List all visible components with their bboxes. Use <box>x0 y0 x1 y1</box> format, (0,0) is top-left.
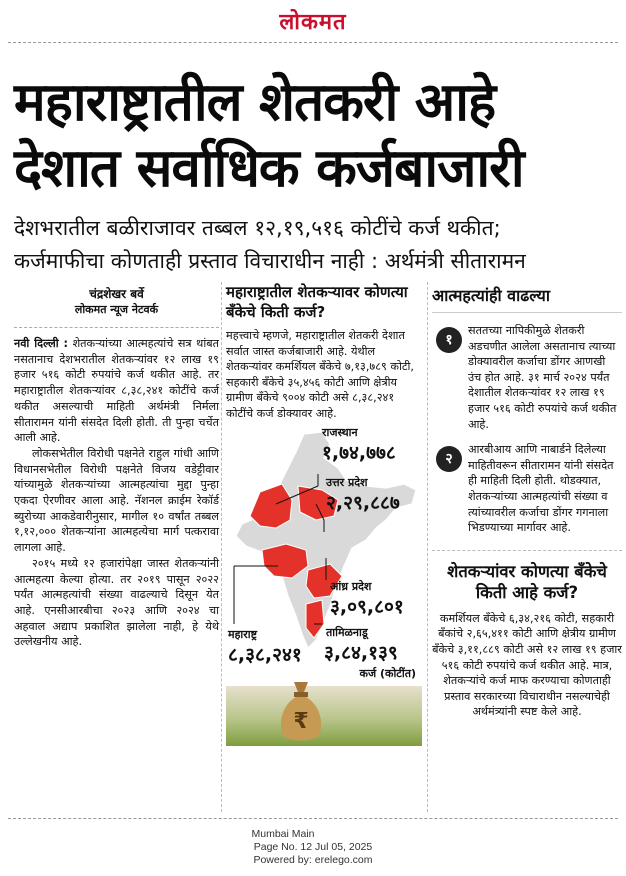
subheadline <box>14 212 614 278</box>
article-paragraph-3: २०१५ मध्ये १२ हजारांपेक्षा जास्त शेतकऱ्यांनी आत्महत्या केल्या होत्या. तर २०१९ पासून २०२२ पर्यंत आत्महत्यांची संख्या वाढल्याचे दिसून येत आहे. एनसीआरबीचा २०२३ आणि २०२४ चा अहवाल अद्याप प्रकाशित झालेला नाही, हे येथे उल्लेखनीय आहे. <box>14 556 219 649</box>
uttar-pradesh-label: उत्तर प्रदेश <box>326 475 368 489</box>
sidebar-heading: आत्महत्यांही वाढल्या <box>432 286 622 313</box>
dateline: नवी दिल्ली : <box>14 337 68 350</box>
rajasthan-region <box>250 484 292 528</box>
rajasthan-label: राजस्थान <box>322 425 358 439</box>
maharashtra-label: महाराष्ट्र <box>228 627 258 641</box>
headline-line-2: देशात सर्वाधिक कर्जबाजारी <box>14 138 524 199</box>
byline-divider <box>14 327 219 328</box>
andhra-pradesh-value: ३,०९,८०१ <box>330 595 404 618</box>
article-paragraph-2: लोकसभेतील विरोधी पक्षनेते राहुल गांधी आणि विधानसभेतील विरोधी पक्षनेते विजय वडेट्टीवार यांच्यामुळे शेतकऱ्यांच्या आत्महत्यांचा मुद्दा पुन्हा एकदा ऐरणीवर आला आहे. नॅशनल क्राईम रेकॉर्ड ब्युरोच्या आकडेवारीनुसार, मागील १० वर्षांत तब्बल १,१२,००० शेतकऱ्यांना आत्महत्येचा मार्ग पत्करावा लागला आहे. <box>14 446 219 555</box>
infobox-column <box>226 282 422 746</box>
rupee-symbol: ₹ <box>293 708 309 734</box>
footer-page: Page No. 12 Jul 05, 2025 <box>253 841 373 853</box>
sidebar-point-2 <box>432 442 622 536</box>
point-number-badge: १ <box>436 327 462 353</box>
article-column <box>14 282 219 650</box>
footer-edition: Mumbai Main <box>251 828 315 840</box>
rajasthan-value: १,७४,७७८ <box>322 441 396 464</box>
article-paragraph-1: नवी दिल्ली : शेतकऱ्यांच्या आत्महत्यांचे सत्र थांबत नसतानाच देशभरातील शेतकऱ्यांवर १२ लाख १९ हजार ५१६ कोटी रुपयांचे कर्ज थकीत आहे. तर महाराष्ट्रातील शेतकऱ्यांवर ८,३८,२४१ कोटींचे कर्ज थकीत असल्याची माहिती अर्थमंत्री निर्मला सीतारामन यांनी संसदेत दिली होती. ती पुन्हा चर्चेत आली आहे. <box>14 337 219 445</box>
sidebar-column <box>432 282 622 720</box>
headline <box>14 70 614 202</box>
top-divider <box>8 42 618 43</box>
footer-powered: Powered by: erelego.com <box>253 854 373 866</box>
masthead <box>0 6 626 36</box>
byline-org: लोकमत न्यूज नेटवर्क <box>74 303 159 316</box>
maharashtra-value: ८,३८,२४१ <box>228 643 302 666</box>
sidebar-point-1 <box>432 323 622 432</box>
article-body <box>14 336 219 650</box>
andhra-pradesh-label: आंध्र प्रदेश <box>330 579 372 593</box>
infobox-heading: महाराष्ट्रातील शेतकऱ्यावर कोणत्या बँकेचे किती कर्ज? <box>226 283 408 321</box>
subheadline-line-1: देशभरातील बळीराजावर तब्बल १२,१९,५१६ कोटींचे कर्ज थकीत; <box>14 216 501 240</box>
byline-name: चंद्रशेखर बर्वे <box>89 287 144 301</box>
uttar-pradesh-value: २,२९,८८७ <box>326 491 400 514</box>
bottom-divider <box>8 818 618 819</box>
sidebar-heading-2: शेतकऱ्यांवर कोणत्या बँकेचे किती आहे कर्ज? <box>432 550 622 603</box>
column-divider-2 <box>427 282 428 812</box>
sidebar-text-2: कमर्शियल बँकेचे ६,३४,२१६ कोटी, सहकारी बँकांचे २,६५,४११ कोटी आणि क्षेत्रीय ग्रामीण बँकेचे ३,११,८८९ कोटी असे १२ लाख १९ हजार ५१६ कोटी रुपयांचे कर्ज थकीत आहे. मात्र, शेतकऱ्यांचे कर्ज माफ करण्याचा कोणताही प्रस्ताव सरकारच्या विचाराधीन नसल्याचेही अर्थमंत्र्यांनी स्पष्ट केले आहे. <box>432 611 622 719</box>
footer <box>0 828 626 867</box>
map-legend: कर्ज (कोटींत) <box>359 666 416 680</box>
tamil-nadu-label: तामिळनाडू <box>326 625 368 639</box>
lokmat-logo: लोकमत <box>279 9 347 35</box>
point-text: सततच्या नापिकीमुळे शेतकरी अडचणीत आलेला असतानाच त्याच्या डोक्यावरील कर्जाचा डोंगर आणखी उंच होत आहे. ३१ मार्च २०२४ पर्यंत देशातील शेतकऱ्यांवर १२ लाख १९ हजार ५१६ कोटी रुपयांचे कर्ज थकीत आहे. <box>468 324 617 431</box>
infobox-text: महत्त्वाचे म्हणजे, महाराष्ट्रातील शेतकरी देशात सर्वात जास्त कर्जबाजारी आहे. येथील शेतकऱ्यांवर कमर्शियल बँकेचे ७,१३,७८९ कोटी, सहकारी बँकेचे ३५,४५६ कोटी आणि क्षेत्रीय ग्रामीण बँकेचे ९००४ कोटी असे ८,३८,२४१ कोटींचे कर्ज डोक्यावर आहे. <box>226 329 414 420</box>
headline-line-1: महाराष्ट्रातील शेतकरी आहे <box>14 72 496 133</box>
subheadline-line-2: कर्जमाफीचा कोणताही प्रस्ताव विचाराधीन नाही : अर्थमंत्री सीतारामन <box>14 249 526 273</box>
tamil-nadu-value: ३,८४,१३९ <box>324 641 398 664</box>
point-number-badge: २ <box>436 446 462 472</box>
money-bag-icon <box>274 678 328 742</box>
point-text: आरबीआय आणि नाबार्डने दिलेल्या माहितीवरून सीतारामन यांनी संसदेत ही माहिती दिली होती. थोडक्यात, शेतकऱ्यांच्या आत्महत्यांची संख्या व त्यांच्यावरील कर्जाचा डोंगर गगनाला भिडण्याच्या मार्गावर आहे. <box>468 443 614 535</box>
india-map-graphic <box>226 425 422 746</box>
column-divider <box>221 282 222 812</box>
